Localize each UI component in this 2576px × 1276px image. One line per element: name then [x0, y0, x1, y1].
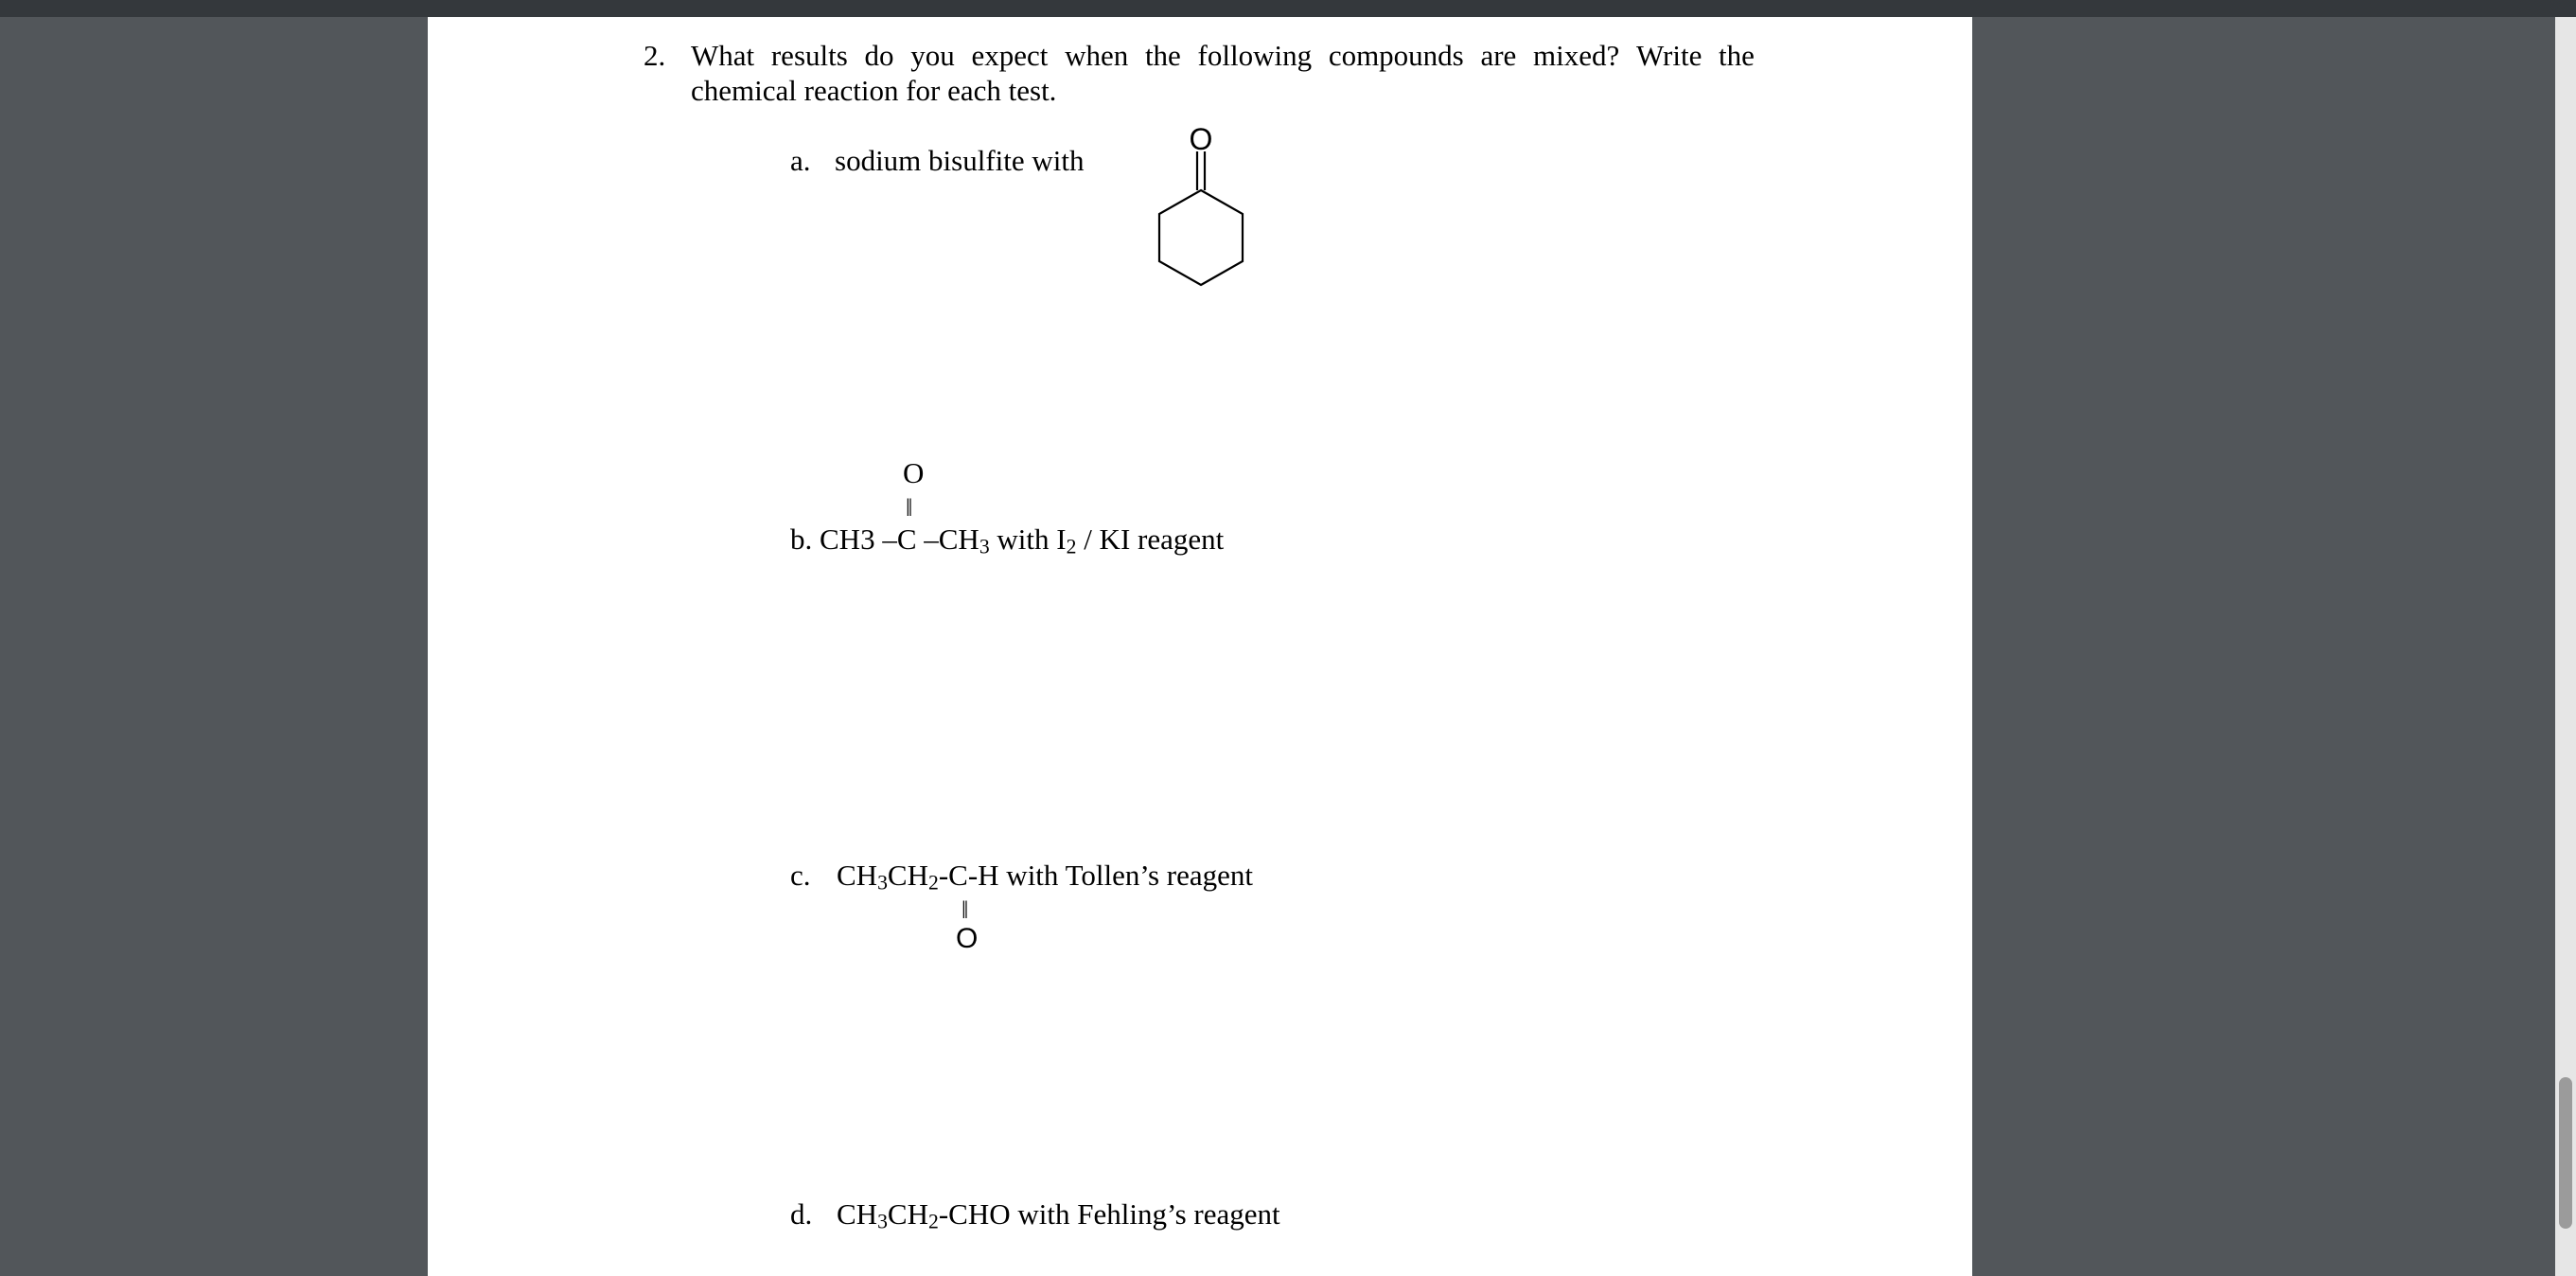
item-b-text	[790, 522, 1224, 558]
word: you	[910, 39, 955, 72]
word: Write	[1636, 39, 1703, 72]
item-d-subscript-1: 3	[877, 1210, 888, 1233]
word: expect	[971, 39, 1049, 72]
word: do	[864, 39, 894, 72]
word: the	[1719, 39, 1755, 72]
item-a-text: sodium bisulfite with	[835, 144, 1085, 177]
question-text-line1	[691, 38, 1755, 74]
item-d-text	[837, 1196, 1280, 1232]
item-c-text	[837, 858, 1253, 894]
item-b-subscript-2: 2	[1066, 535, 1077, 558]
word: the	[1144, 39, 1181, 72]
word: results	[770, 39, 848, 72]
word: What	[691, 39, 755, 72]
carbonyl-oxygen-label: O	[1189, 122, 1213, 156]
item-c-carbonyl-oxygen: O	[956, 923, 979, 954]
word: mixed?	[1533, 39, 1620, 72]
item-c-text-part: -C-H with Tollen’s reagent	[938, 859, 1254, 892]
item-d-text-part: -CHO with Fehling’s reagent	[938, 1197, 1280, 1231]
item-c-text-part: CH	[887, 859, 928, 892]
item-c-double-bond: ‖	[962, 896, 969, 924]
question-number: 2.	[644, 39, 666, 72]
word: when	[1065, 39, 1129, 72]
item-b-subscript-1: 3	[979, 535, 990, 558]
word: are	[1480, 39, 1517, 72]
item-b-text-pre: b. CH3 –C –CH	[790, 523, 979, 556]
question-text-line2: chemical reaction for each test.	[691, 74, 1057, 107]
item-d-text-part: CH	[887, 1197, 928, 1231]
scrollbar-thumb[interactable]	[2559, 1077, 2572, 1229]
item-c-subscript-1: 3	[877, 871, 888, 895]
window-top-bar	[0, 0, 2576, 17]
cyclohexanone-structure	[1128, 112, 1270, 301]
item-d-marker: d.	[790, 1197, 813, 1231]
document-page	[428, 17, 1972, 1276]
item-b-text-post: / KI reagent	[1076, 523, 1225, 556]
item-b-text-mid: with I	[989, 523, 1067, 556]
word: following	[1197, 39, 1313, 72]
item-d-text-part: CH	[837, 1197, 878, 1231]
word: compounds	[1328, 39, 1464, 72]
item-c-text-part: CH	[837, 859, 878, 892]
item-b-carbonyl-oxygen: O	[903, 456, 925, 489]
item-c-marker: c.	[790, 859, 811, 892]
cyclohexane-ring	[1159, 190, 1243, 285]
item-b-double-bond: ‖	[906, 494, 913, 522]
item-d-subscript-2: 2	[928, 1210, 939, 1233]
item-c-subscript-2: 2	[928, 871, 939, 895]
item-a-marker: a.	[790, 144, 811, 177]
